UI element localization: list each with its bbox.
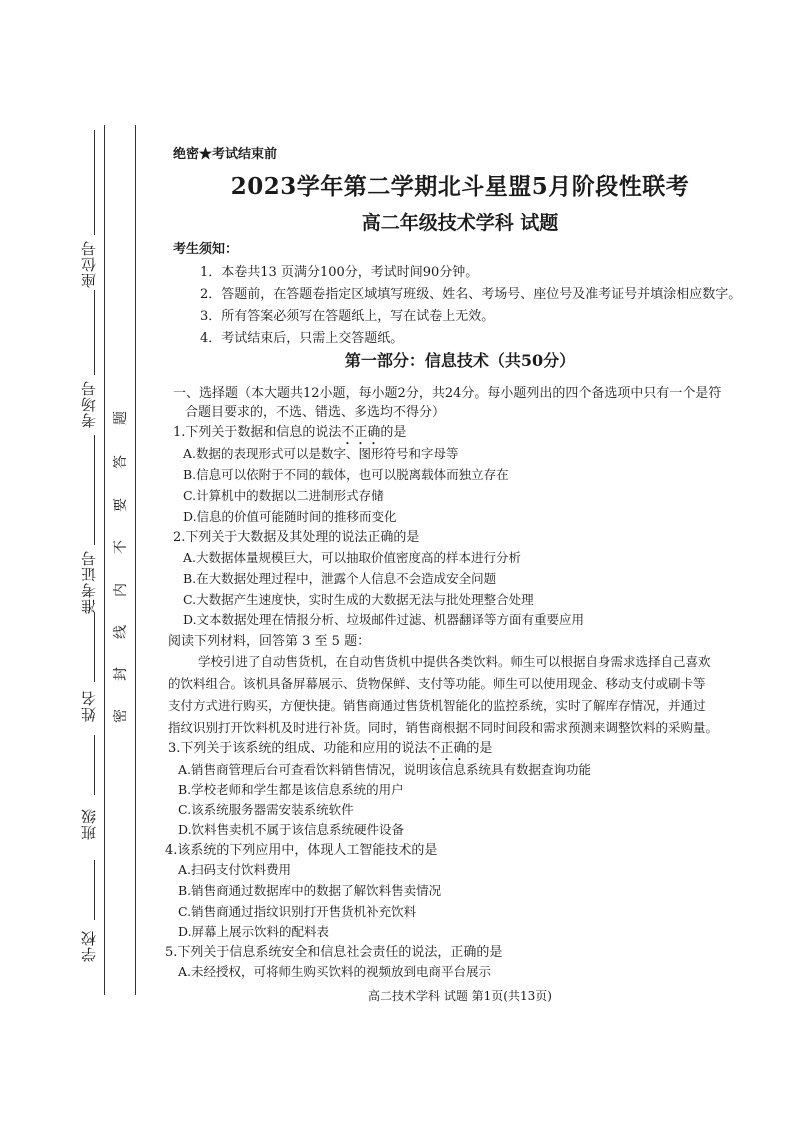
question-stem: 2.下列关于大数据及其处理的说法正确的是 [173,530,420,545]
seal-char: 答 [113,455,129,469]
school-field-line [94,860,95,920]
option: B.在大数据处理过程中，泄露个人信息不会造成安全问题 [183,571,497,586]
material-line: 指纹识别打开饮料机及时进行补货。同时，销售商根据不同时间段和需求预测来调整饮料的采购量。 [168,720,719,735]
margin-line-inner [135,125,136,995]
section-instructions: 合题目要求的，不选、错选、多选均不得分） [185,405,446,420]
material-line: 学校引进了自动售货机，在自动售货机中提供各类饮料。师生可以根据自身需求选择自己喜欢 [198,654,711,669]
class-label: 班级 [80,808,98,840]
option: D.文本数据处理在情报分析、垃圾邮件过滤、机器翻译等方面有重要应用 [183,612,585,627]
seal-char: 要 [113,498,129,512]
section-instructions: 一、选择题（本大题共12小题，每小题2分，共24分。每小题列出的四个备选项中只有一个是符 [173,386,722,401]
margin-line-outer [104,125,105,995]
option: A.扫码支付饮料费用 [178,862,292,877]
seal-char: 封 [113,667,129,681]
emphasis-text: 不正确 [341,425,381,440]
ticket-label: 准考证号 [80,550,98,614]
exam-subtitle: 高二年级技术学科 试题 [361,212,559,234]
notice-item: 4．考试结束后，只需上交答题纸。 [200,331,404,346]
option: C.销售商通过指纹识别打开售货机补充饮料 [178,904,417,919]
option: B.销售商通过数据库中的数据了解饮料售卖情况 [178,883,442,898]
option: C.该系统服务器需安装系统软件 [178,802,354,817]
name-label: 姓名 [80,690,98,722]
option: D.屏幕上展示饮料的配料表 [178,924,330,939]
question-stem: 4.该系统的下列应用中，体现人工智能技术的是 [165,843,438,858]
part-title: 第一部分：信息技术（共50分） [344,351,576,370]
option: A.销售商管理后台可查看饮料销售情况，说明该信息系统具有数据查询功能 [178,762,592,777]
room-field-line [94,290,95,375]
page-footer: 高二技术学科 试题 第1页(共13页) [368,989,552,1003]
room-label: 考场号 [80,380,98,428]
notice-heading: 考生须知： [173,242,239,257]
stem-text: 1.下列关于数据和信息的说法 [173,425,342,440]
option: A.未经授权，可将师生购买饮料的视频放到电商平台展示 [178,964,492,979]
seal-char: 不 [113,540,129,554]
seat-label: 座位号 [80,240,98,288]
material-line: 支付方式进行购买，方便快捷。销售商通过售货机智能化的监控系统，实时了解库存情况，并通过 [168,698,706,713]
option: A.大数据体量规模巨大，可以抽取价值密度高的样本进行分析 [183,550,522,565]
school-label: 学校 [80,930,98,962]
seal-char: 题 [113,411,129,425]
seat-field-line [94,130,95,235]
notice-item: 3．所有答案必须写在答题纸上，写在试卷上无效。 [200,309,495,324]
option: A.数据的表现形式可以是数字、图形符号和字母等 [183,446,459,461]
ticket-field-line [94,435,95,545]
option: C.计算机中的数据以二进制形式存储 [183,488,384,503]
question-stem: 5.下列关于信息系统安全和信息社会责任的说法，正确的是 [165,945,503,960]
confidential-mark: 绝密★考试结束前 [173,147,278,162]
class-field-line [94,735,95,795]
seal-char: 内 [113,583,129,597]
material-lead: 阅读下列材料，回答第 3 至 5 题： [168,634,371,649]
option: C.大数据产生速度快，实时生成的大数据无法与批处理整合处理 [183,592,534,607]
stem-text: 的是 [380,425,407,440]
stem-text: 的是 [466,741,493,756]
notice-item: 2．答题前，在答题卷指定区域填写班级、姓名、考场号、座位号及准考证号并填涂相应数字。 [200,287,742,302]
seal-char: 密 [113,709,129,723]
option: D.饮料售卖机不属于该信息系统硬件设备 [178,822,405,837]
emphasis-text: 不正确 [427,741,467,756]
option: B.学校老师和学生都是该信息系统的用户 [178,782,404,797]
material-line: 的饮料组合。该机具备屏幕展示、货物保鲜、支付等功能。师生可以使用现金、移动支付或刷卡等 [168,676,706,691]
exam-title: 2023学年第二学期北斗星盟5月阶段性联考 [230,173,690,200]
name-field-line [94,612,95,682]
seal-char: 线 [113,625,129,639]
stem-text: 3.下列关于该系统的组成、功能和应用的说法 [168,741,428,756]
option: B.信息可以依附于不同的载体，也可以脱离载体而独立存在 [183,467,509,482]
option: D.信息的价值可能随时间的推移而变化 [183,509,397,524]
notice-item: 1．本卷共13 页满分100分，考试时间90分钟。 [200,265,479,280]
